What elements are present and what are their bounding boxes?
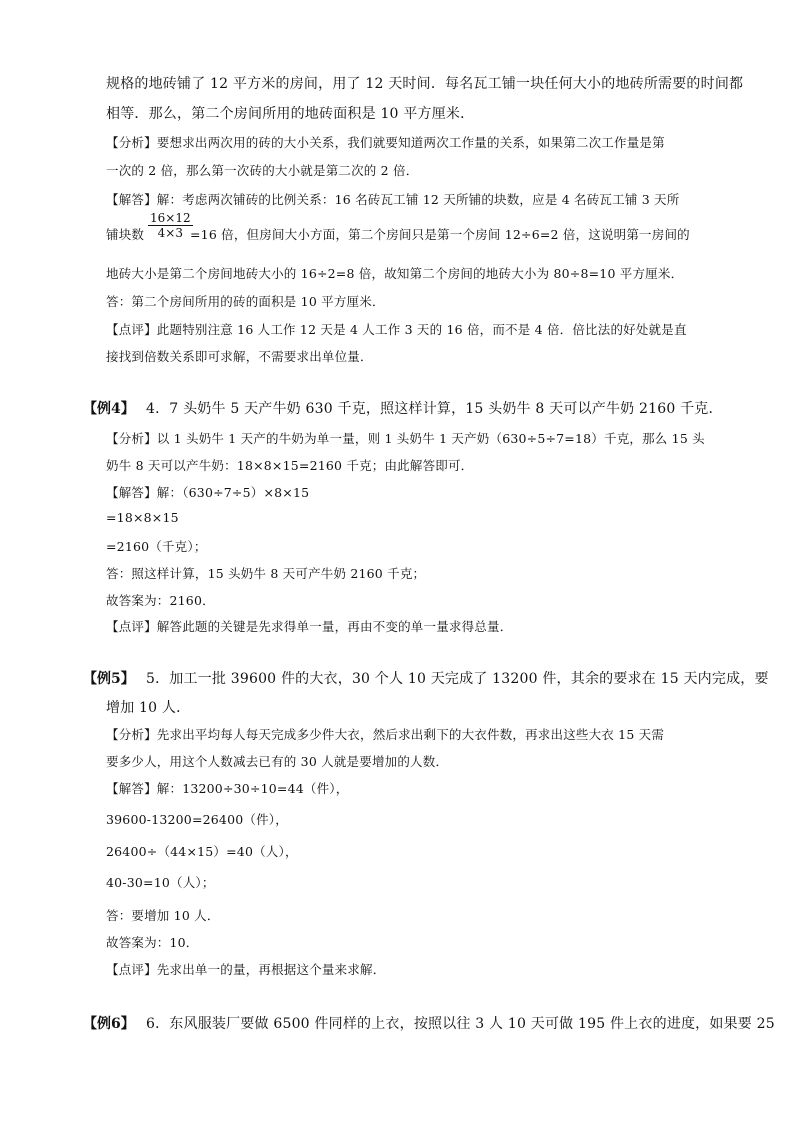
solution-line: =18×8×15 — [106, 510, 179, 525]
answer-line: 答：第二个房间所用的砖的面积是 10 平方厘米． — [106, 294, 385, 309]
answer-line: 答：要增加 10 人． — [106, 908, 220, 923]
example-question: 6．东风服装厂要做 6500 件同样的上衣，按照以往 3 人 10 天可做 195 件上衣的进度，如果要 25 — [146, 1016, 775, 1032]
example-label: 【例6】 — [83, 1016, 135, 1032]
solution-line: 【解答】解：13200÷30÷10=44（件）， — [106, 781, 349, 796]
solution-line: 铺块数 — [106, 227, 145, 242]
body-line: 相等．那么，第二个房间所用的地砖面积是 10 平方厘米． — [106, 106, 475, 122]
comment-line: 【点评】解答此题的关键是先求得单一量，再由不变的单一量求得总量． — [106, 619, 513, 634]
solution-line: 【解答】解：（630÷7÷5）×8×15 — [106, 485, 310, 500]
example-question: 4．7 头奶牛 5 天产牛奶 630 千克，照这样计算，15 头奶牛 8 天可以产牛奶 2160 千克． — [146, 401, 723, 417]
fraction-denominator: 4×3 — [157, 226, 183, 240]
comment-line: 【点评】先求出单一的量，再根据这个量来求解． — [106, 962, 386, 977]
solution-line: =16 倍，但房间大小方面，第二个房间只是第一个房间 12÷6=2 倍，这说明第一房间的 — [190, 227, 690, 242]
answer-line: 故答案为：10． — [106, 935, 199, 950]
analysis-line: 要多少人，用这个人数减去已有的 30 人就是要增加的人数． — [106, 754, 449, 769]
comment-line: 【点评】此题特别注意 16 人工作 12 天是 4 人工作 3 天的 16 倍，而不是 4 倍．倍比法的好处就是直 — [106, 322, 687, 337]
example-label: 【例5】 — [83, 671, 135, 687]
solution-line: 40-30=10（人）； — [106, 875, 215, 890]
analysis-line: 【分析】先求出平均每人每天完成多少件大衣，然后求出剩下的大衣件数，再求出这些大衣 15 天需 — [106, 727, 665, 742]
solution-line: 【解答】解：考虑两次铺砖的比例关系：16 名砖瓦工铺 12 天所铺的块数，应是 4 名砖瓦工铺 3 天所 — [106, 192, 680, 207]
solution-line: 26400÷（44×15）=40（人）， — [106, 844, 298, 859]
analysis-line: 【分析】以 1 头奶牛 1 天产的牛奶为单一量，则 1 头奶牛 1 天产奶（630÷5÷7=18）千克，那么 15 头 — [106, 431, 705, 446]
answer-line: 故答案为：2160． — [106, 593, 215, 608]
answer-line: 答：照这样计算，15 头奶牛 8 天可产牛奶 2160 千克； — [106, 566, 426, 581]
comment-line: 接找到倍数关系即可求解，不需要求出单位量． — [106, 349, 373, 364]
solution-line: 39600-13200=26400（件）， — [106, 812, 288, 827]
fraction — [148, 211, 193, 240]
analysis-line: 奶牛 8 天可以产牛奶：18×8×15=2160 千克；由此解答即可． — [106, 458, 474, 473]
solution-line: =2160（千克）； — [106, 539, 207, 554]
example-question: 5．加工一批 39600 件的大衣，30 个人 10 天完成了 13200 件，其余的要求在 15 天内完成，要 — [146, 671, 769, 687]
solution-line: 地砖大小是第二个房间地砖大小的 16÷2=8 倍，故知第二个房间的地砖大小为 80÷8=10 平方厘米． — [106, 266, 684, 281]
body-line: 规格的地砖铺了 12 平方米的房间，用了 12 天时间．每名瓦工铺一块任何大小的地砖所需要的时间都 — [106, 76, 744, 92]
example-question: 增加 10 人． — [106, 700, 191, 716]
fraction-numerator: 16×12 — [150, 211, 191, 225]
analysis-line: 【分析】要想求出两次用的砖的大小关系，我们就要知道两次工作量的关系，如果第二次工作量是第 — [106, 135, 665, 150]
analysis-line: 一次的 2 倍，那么第一次砖的大小就是第二次的 2 倍． — [106, 163, 419, 178]
example-label: 【例4】 — [83, 401, 135, 417]
